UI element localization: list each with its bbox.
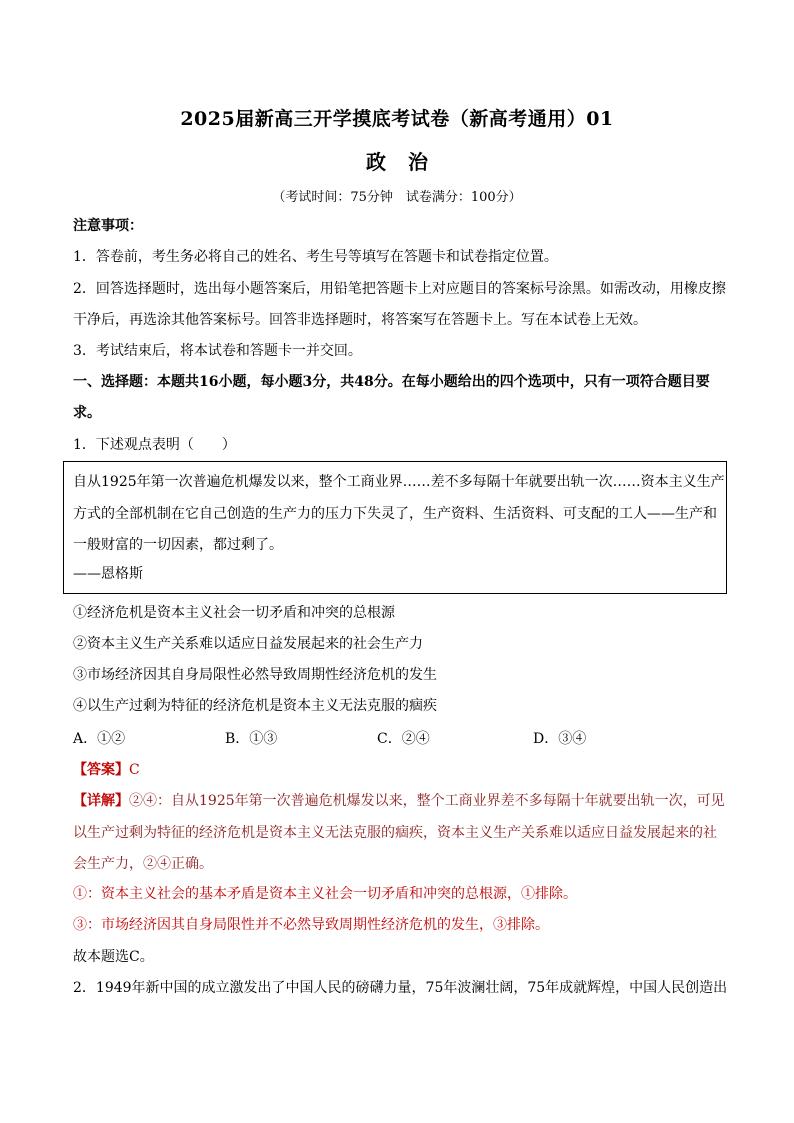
answer-value: C (129, 762, 140, 778)
q2-stem: 2．1949年新中国的成立激发出了中国人民的磅礴力量，75年波澜壮阔，75年成就辉煌，中国人民创造出 (73, 980, 728, 996)
q1-option-c: C．②④ (377, 731, 430, 747)
q1-exclusion: ③：市场经济因其自身局限性并不必然导致周期性经济危机的发生，③排除。 (73, 917, 549, 933)
notice-item: 3．考试结束后，将本试卷和答题卡一并交回。 (73, 343, 362, 359)
detail-text: ②④：自从1925年第一次普遍危机爆发以来，整个工商业界差不多每隔十年就要出轨一次，可见 (129, 793, 725, 809)
q1-statement: ②资本主义生产关系难以适应日益发展起来的社会生产力 (73, 636, 423, 652)
q1-stem: 1．下述观点表明（ ） (73, 437, 236, 453)
notice-item: 干净后，再选涂其他答案标号。回答非选择题时，将答案写在答题卡上。写在本试卷上无效。 (73, 312, 647, 328)
q1-statement: ③市场经济因其自身局限性必然导致周期性经济危机的发生 (73, 667, 437, 683)
q1-detail-line: 会生产力，②④正确。 (73, 856, 213, 872)
q1-detail-line (73, 791, 725, 811)
q1-conclusion: 故本题选C。 (73, 949, 154, 965)
q1-option-b: B．①③ (225, 731, 278, 747)
q1-quote-box (63, 461, 727, 594)
q1-answer (73, 760, 140, 780)
section-heading: 一、选择题：本题共16小题，每小题3分，共48分。在每小题给出的四个选项中，只有一项符合题目要 (73, 374, 710, 390)
q1-statement: ④以生产过剩为特征的经济危机是资本主义无法克服的痼疾 (73, 698, 437, 714)
exam-meta: （考试时间：75分钟 试卷满分：100分） (272, 190, 522, 205)
q1-detail-line: 以生产过剩为特征的经济危机是资本主义无法克服的痼疾，资本主义生产关系难以适应日益发展起来的社 (73, 825, 717, 841)
quote-line: 方式的全部机制在它自己创造的生产力的压力下失灵了，生产资料、生活资料、可支配的工人——生产和 (73, 506, 717, 522)
q1-statement: ①经济危机是资本主义社会一切矛盾和冲突的总根源 (73, 605, 395, 621)
quote-source: ——恩格斯 (73, 566, 143, 582)
section-heading-cont: 求。 (73, 405, 101, 421)
q1-exclusion: ①：资本主义社会的基本矛盾是资本主义社会一切矛盾和冲突的总根源，①排除。 (73, 886, 577, 902)
quote-line: 自从1925年第一次普遍危机爆发以来，整个工商业界……差不多每隔十年就要出轨一次……资本主义生产 (73, 474, 725, 490)
notice-heading: 注意事项： (73, 218, 143, 234)
notice-item: 2．回答选择题时，选出每小题答案后，用铅笔把答题卡上对应题目的答案标号涂黑。如需改动，用橡皮擦 (73, 281, 726, 297)
answer-label: 【答案】 (73, 762, 129, 778)
detail-label: 【详解】 (73, 793, 129, 809)
notice-item: 1．答卷前，考生务必将自己的姓名、考生号等填写在答题卡和试卷指定位置。 (73, 249, 558, 265)
quote-line: 一般财富的一切因素，都过剩了。 (73, 537, 283, 553)
q1-option-a: A．①② (73, 731, 126, 747)
exam-title: 2025届新高三开学摸底考试卷（新高考通用）01 (180, 108, 614, 130)
subject-title: 政治 (366, 150, 450, 174)
q1-option-d: D．③④ (533, 731, 587, 747)
